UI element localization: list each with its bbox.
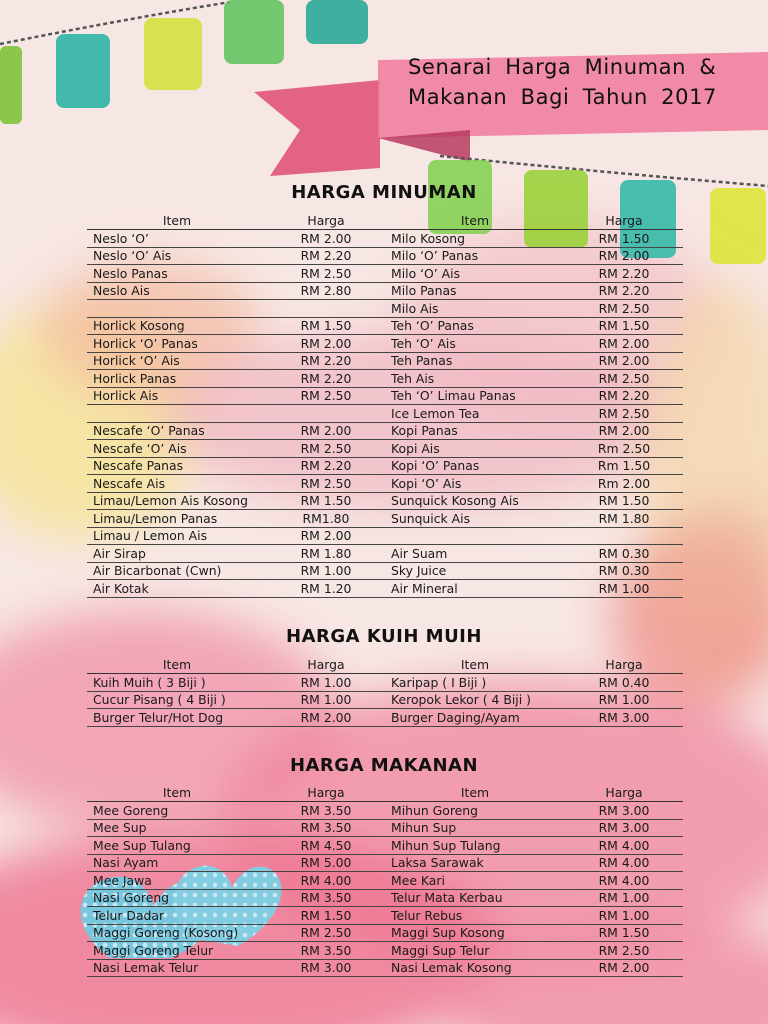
item-name: Horlick ‘O’ Ais [87, 352, 267, 370]
item-name: Horlick ‘O’ Panas [87, 335, 267, 353]
drinks-price-table [87, 212, 683, 598]
table-row [87, 352, 683, 370]
item-price: RM 3.50 [267, 942, 385, 960]
table-row [87, 819, 683, 837]
item-price: RM 3.50 [267, 889, 385, 907]
item-price: RM 2.20 [565, 387, 683, 405]
item-name: Mee Sup Tulang [87, 837, 267, 855]
item-price: RM 2.20 [565, 265, 683, 283]
item-name: Neslo ‘O’ [87, 230, 267, 248]
item-price: RM 2.20 [267, 370, 385, 388]
item-name: Nescafe ‘O’ Panas [87, 422, 267, 440]
item-price: RM 3.00 [565, 819, 683, 837]
item-name: Laksa Sarawak [385, 854, 565, 872]
item-name: Nasi Goreng [87, 889, 267, 907]
item-name: Horlick Panas [87, 370, 267, 388]
item-price: RM 3.00 [267, 959, 385, 977]
item-name [87, 405, 267, 423]
table-row [87, 580, 683, 598]
item-price: RM 2.00 [267, 709, 385, 727]
item-price: RM 1.50 [565, 230, 683, 248]
item-price [565, 527, 683, 545]
table-row [87, 872, 683, 890]
item-price: RM 2.00 [565, 422, 683, 440]
item-price: RM 2.50 [267, 387, 385, 405]
column-header-price: Harga [267, 656, 385, 674]
item-price: RM 0.30 [565, 545, 683, 563]
item-name: Milo ‘O’ Ais [385, 265, 565, 283]
table-row [87, 545, 683, 563]
item-name: Mihun Sup [385, 819, 565, 837]
item-price: RM 2.50 [565, 300, 683, 318]
item-price: RM 1.50 [267, 317, 385, 335]
item-price: RM 2.20 [267, 247, 385, 265]
item-name: Neslo ‘O’ Ais [87, 247, 267, 265]
item-name: Burger Telur/Hot Dog [87, 709, 267, 727]
table-row [87, 492, 683, 510]
item-price: RM 2.00 [267, 422, 385, 440]
section-title-food: HARGA MAKANAN [289, 755, 479, 776]
item-price: RM 1.00 [565, 889, 683, 907]
column-header-item: Item [87, 784, 267, 802]
banner-title-line-1: Senarai Harga Minuman & [408, 55, 717, 79]
item-name: Milo ‘O’ Panas [385, 247, 565, 265]
item-name: Air Mineral [385, 580, 565, 598]
table-row [87, 674, 683, 692]
item-price: RM 2.00 [267, 527, 385, 545]
item-price: RM 4.00 [267, 872, 385, 890]
section-title-kuih: HARGA KUIH MUIH [286, 626, 482, 647]
item-price: RM 2.20 [267, 457, 385, 475]
item-name: Nescafe Panas [87, 457, 267, 475]
table-row [87, 527, 683, 545]
item-name: Neslo Panas [87, 265, 267, 283]
item-name: Milo Panas [385, 282, 565, 300]
item-price: RM 1.00 [267, 562, 385, 580]
item-name: Limau / Lemon Ais [87, 527, 267, 545]
item-name: Mee Goreng [87, 802, 267, 820]
column-header-price: Harga [565, 212, 683, 230]
table-row [87, 265, 683, 283]
item-price: RM 2.00 [565, 959, 683, 977]
item-name: Nasi Ayam [87, 854, 267, 872]
table-row [87, 247, 683, 265]
item-name: Nasi Lemak Telur [87, 959, 267, 977]
item-price: Rm 2.00 [565, 475, 683, 493]
table-row [87, 440, 683, 458]
item-price: RM 1.20 [267, 580, 385, 598]
item-price: RM 1.80 [565, 510, 683, 528]
item-price: RM 3.50 [267, 802, 385, 820]
item-name: Milo Ais [385, 300, 565, 318]
item-price: RM 1.00 [565, 580, 683, 598]
table-row [87, 691, 683, 709]
item-price: RM 2.00 [565, 352, 683, 370]
item-price: RM 2.80 [267, 282, 385, 300]
item-price: RM 1.00 [267, 691, 385, 709]
item-name: Sunquick Kosong Ais [385, 492, 565, 510]
item-price [267, 300, 385, 318]
item-price: RM 2.00 [267, 230, 385, 248]
item-price: RM 2.50 [565, 405, 683, 423]
item-price: RM 1.00 [267, 674, 385, 692]
table-header-row [87, 784, 683, 802]
item-name: Horlick Kosong [87, 317, 267, 335]
item-name: Burger Daging/Ayam [385, 709, 565, 727]
item-name: Horlick Ais [87, 387, 267, 405]
item-price: RM 1.50 [565, 492, 683, 510]
table-header-row [87, 212, 683, 230]
item-price: RM1.80 [267, 510, 385, 528]
table-row [87, 709, 683, 727]
column-header-price: Harga [267, 784, 385, 802]
item-name [87, 300, 267, 318]
item-name: Telur Dadar [87, 907, 267, 925]
column-header-item: Item [87, 212, 267, 230]
column-header-price: Harga [565, 656, 683, 674]
item-name: Sunquick Ais [385, 510, 565, 528]
column-header-item: Item [385, 784, 565, 802]
item-price: RM 1.50 [267, 492, 385, 510]
item-name: Limau/Lemon Panas [87, 510, 267, 528]
table-row [87, 837, 683, 855]
item-price: RM 1.50 [565, 924, 683, 942]
item-name: Telur Mata Kerbau [385, 889, 565, 907]
item-name: Nasi Lemak Kosong [385, 959, 565, 977]
item-name: Air Sirap [87, 545, 267, 563]
banner-title-line-2: Makanan Bagi Tahun 2017 [408, 85, 717, 109]
item-name: Mihun Sup Tulang [385, 837, 565, 855]
item-price: RM 2.50 [267, 924, 385, 942]
item-name: Mihun Goreng [385, 802, 565, 820]
table-row [87, 802, 683, 820]
table-row [87, 335, 683, 353]
item-name: Kopi ‘O’ Ais [385, 475, 565, 493]
column-header-price: Harga [267, 212, 385, 230]
table-row [87, 475, 683, 493]
column-header-price: Harga [565, 784, 683, 802]
table-row [87, 282, 683, 300]
table-row [87, 230, 683, 248]
item-name: Teh ‘O’ Panas [385, 317, 565, 335]
item-price: RM 2.20 [267, 352, 385, 370]
column-header-item: Item [385, 212, 565, 230]
table-row [87, 907, 683, 925]
item-name: Teh Ais [385, 370, 565, 388]
item-price: RM 2.50 [267, 475, 385, 493]
item-name: Mee Kari [385, 872, 565, 890]
item-price: RM 2.00 [565, 335, 683, 353]
item-price: RM 2.50 [565, 942, 683, 960]
item-price: Rm 2.50 [565, 440, 683, 458]
item-price: RM 2.20 [565, 282, 683, 300]
table-row [87, 405, 683, 423]
item-name: Air Bicarbonat (Cwn) [87, 562, 267, 580]
item-name: Telur Rebus [385, 907, 565, 925]
column-header-item: Item [385, 656, 565, 674]
item-name: Neslo Ais [87, 282, 267, 300]
item-price: RM 2.00 [565, 247, 683, 265]
kuih-price-table [87, 656, 683, 727]
item-price: RM 1.00 [565, 691, 683, 709]
table-row [87, 854, 683, 872]
item-name: Kopi ‘O’ Panas [385, 457, 565, 475]
item-price: RM 4.00 [565, 854, 683, 872]
item-price: RM 5.00 [267, 854, 385, 872]
item-name: Nescafe Ais [87, 475, 267, 493]
item-name: Keropok Lekor ( 4 Biji ) [385, 691, 565, 709]
item-price: RM 1.80 [267, 545, 385, 563]
table-row [87, 300, 683, 318]
item-name: Teh ‘O’ Ais [385, 335, 565, 353]
table-row [87, 370, 683, 388]
item-name: Maggi Sup Kosong [385, 924, 565, 942]
item-price: RM 3.50 [267, 819, 385, 837]
table-row [87, 959, 683, 977]
item-price: RM 0.30 [565, 562, 683, 580]
item-name: Limau/Lemon Ais Kosong [87, 492, 267, 510]
item-name: Maggi Sup Telur [385, 942, 565, 960]
table-row [87, 889, 683, 907]
table-row [87, 510, 683, 528]
item-price: RM 1.00 [565, 907, 683, 925]
item-price: RM 4.00 [565, 872, 683, 890]
item-name: Mee Sup [87, 819, 267, 837]
item-price: RM 4.50 [267, 837, 385, 855]
item-price: RM 3.00 [565, 709, 683, 727]
item-name: Ice Lemon Tea [385, 405, 565, 423]
item-price: RM 4.00 [565, 837, 683, 855]
item-price: RM 0.40 [565, 674, 683, 692]
column-header-item: Item [87, 656, 267, 674]
item-name [385, 527, 565, 545]
food-price-table [87, 784, 683, 977]
banner-title [408, 52, 768, 112]
item-name: Nescafe ‘O’ Ais [87, 440, 267, 458]
item-name: Kopi Panas [385, 422, 565, 440]
table-row [87, 422, 683, 440]
item-name: Karipap ( I Biji ) [385, 674, 565, 692]
table-row [87, 387, 683, 405]
table-row [87, 317, 683, 335]
item-price [267, 405, 385, 423]
item-price: RM 2.50 [565, 370, 683, 388]
item-name: Teh Panas [385, 352, 565, 370]
item-price: RM 2.50 [267, 440, 385, 458]
table-row [87, 562, 683, 580]
item-name: Air Kotak [87, 580, 267, 598]
table-header-row [87, 656, 683, 674]
item-price: RM 1.50 [267, 907, 385, 925]
item-name: Kuih Muih ( 3 Biji ) [87, 674, 267, 692]
item-price: Rm 1.50 [565, 457, 683, 475]
item-price: RM 3.00 [565, 802, 683, 820]
item-name: Air Suam [385, 545, 565, 563]
table-row [87, 942, 683, 960]
item-name: Teh ‘O’ Limau Panas [385, 387, 565, 405]
item-name: Kopi Ais [385, 440, 565, 458]
item-name: Maggi Goreng Telur [87, 942, 267, 960]
item-price: RM 1.50 [565, 317, 683, 335]
table-row [87, 924, 683, 942]
item-price: RM 2.00 [267, 335, 385, 353]
item-name: Maggi Goreng (Kosong) [87, 924, 267, 942]
section-title-drinks: HARGA MINUMAN [291, 182, 477, 203]
item-name: Milo Kosong [385, 230, 565, 248]
item-name: Sky Juice [385, 562, 565, 580]
item-name: Mee Jawa [87, 872, 267, 890]
item-name: Cucur Pisang ( 4 Biji ) [87, 691, 267, 709]
item-price: RM 2.50 [267, 265, 385, 283]
table-row [87, 457, 683, 475]
